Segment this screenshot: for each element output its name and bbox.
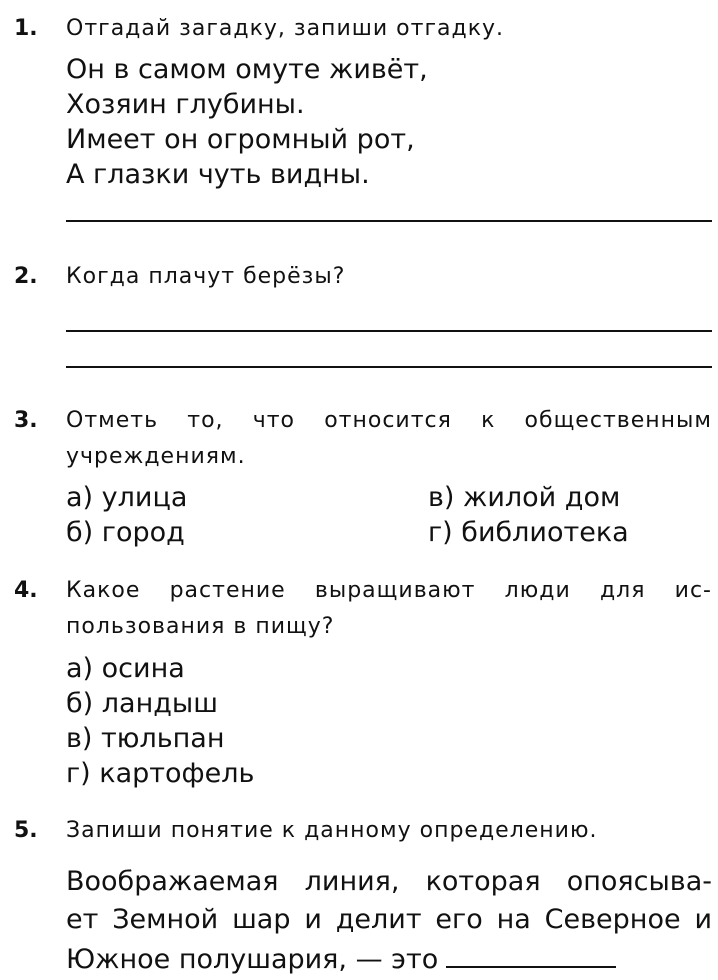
question-1-prompt: Отгадай загадку, запиши отгадку.	[66, 16, 504, 41]
question-4-prompt-line-1: Какое растение выращивают люди для ис-	[66, 578, 712, 603]
definition-line-2: ет Земной шар и делит его на Северное и	[66, 904, 712, 935]
question-3-prompt-line-2: учреждениям.	[66, 444, 246, 469]
question-number-3: 3.	[14, 408, 38, 433]
question-number-5: 5.	[14, 818, 38, 843]
riddle-line-3: Имеет он огромный рот,	[66, 124, 415, 155]
question-5-prompt: Запиши понятие к данному определению.	[66, 818, 598, 843]
question-number-2: 2.	[14, 264, 38, 289]
question-3-prompt-line-1: Отметь то, что относится к общественным	[66, 408, 712, 433]
q3-option-a[interactable]: а) улица	[66, 482, 188, 513]
q4-option-a[interactable]: а) осина	[66, 653, 185, 684]
definition-line-3-wrap	[66, 944, 616, 973]
q4-option-v[interactable]: в) тюльпан	[66, 723, 225, 754]
q3-option-g[interactable]: г) библиотека	[428, 517, 629, 548]
definition-line-1: Воображаемая линия, которая опоясыва-	[66, 866, 712, 897]
question-number-4: 4.	[14, 578, 38, 603]
answer-line-q2-2[interactable]	[66, 366, 712, 368]
question-4-prompt-line-2: пользования в пищу?	[66, 614, 335, 639]
answer-line-q2-1[interactable]	[66, 330, 712, 332]
q4-option-b[interactable]: б) ландыш	[66, 688, 218, 719]
definition-line-3: Южное полушария, — это	[66, 944, 439, 975]
q3-option-b[interactable]: б) город	[66, 517, 185, 548]
question-2-prompt: Когда плачут берёзы?	[66, 264, 346, 289]
riddle-line-1: Он в самом омуте живёт,	[66, 54, 428, 85]
q4-option-g[interactable]: г) картофель	[66, 758, 255, 789]
answer-line-q1[interactable]	[66, 220, 712, 222]
riddle-line-4: А глазки чуть видны.	[66, 159, 370, 190]
riddle-line-2: Хозяин глубины.	[66, 89, 305, 120]
answer-line-q5[interactable]	[446, 944, 616, 968]
q3-option-v[interactable]: в) жилой дом	[428, 482, 621, 513]
question-number-1: 1.	[14, 16, 38, 41]
